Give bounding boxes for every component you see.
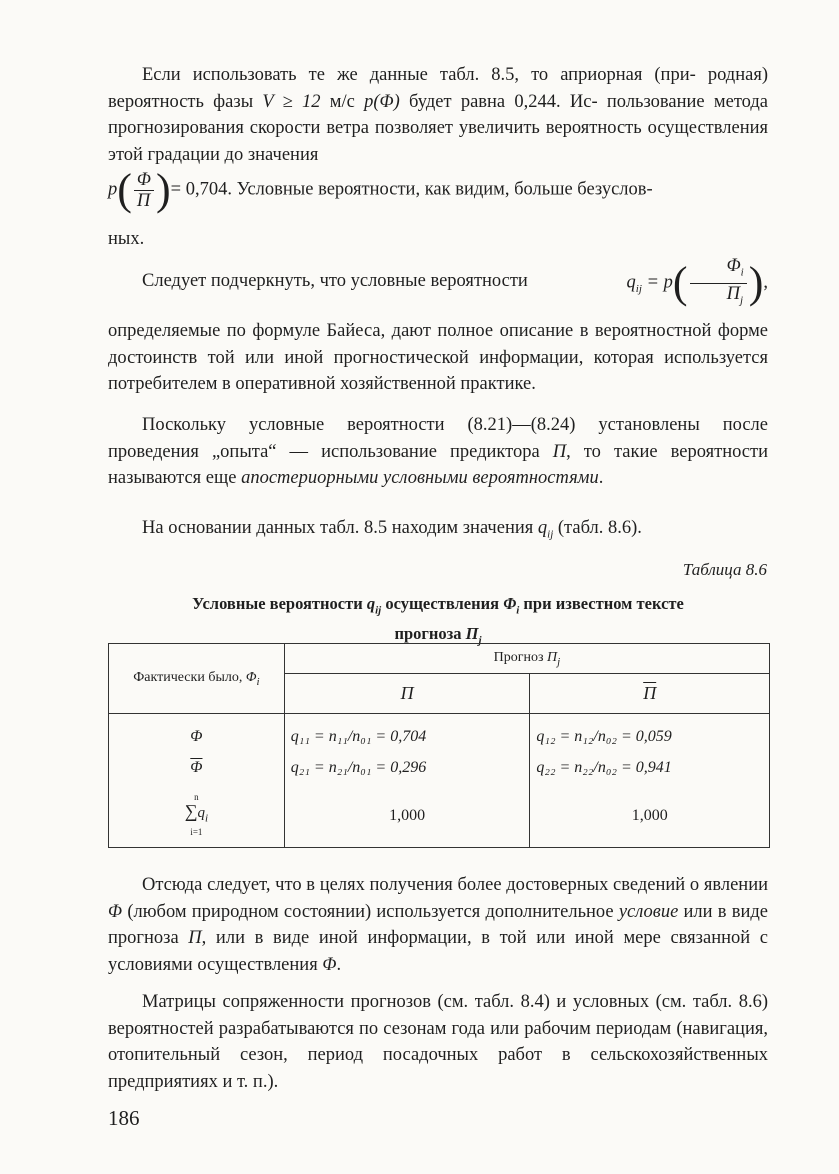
formula-p: p xyxy=(108,179,118,200)
pi: Π xyxy=(465,624,479,644)
text: Следует подчеркнуть, что условные вероятности xyxy=(142,271,528,291)
sum-icon: ∑ xyxy=(184,801,198,822)
text: , то такие вероятности называются еще xyxy=(108,441,768,488)
text: = 0,704. xyxy=(170,179,232,200)
paragraph-additional-condition xyxy=(108,872,768,978)
formula-qij xyxy=(593,256,768,314)
text: определяемые по формуле Байеса, дают полное описание в вероятностной форме достоинств той или иной прогностической информации, которая используется потребителем в оперативной хозяйственной практике. xyxy=(108,321,768,394)
paragraph-matrices: Матрицы сопряженности прогнозов (см. табл. 8.4) и условных (см. табл. 8.6) вероятностей разрабатываются по сезонам года или рабочим периодам (навигация, отопительный сезон, период посадочных работ в сельскохозяйственных предприятиях и т. п.). xyxy=(108,992,768,1092)
text: (любом природном состоянии) используется дополнительное xyxy=(122,901,619,922)
emphasis: апостериорными условными вероятностями xyxy=(241,468,599,488)
phi: Φ xyxy=(245,669,257,685)
formula-text: = p xyxy=(641,272,673,293)
paragraph-bayes-body xyxy=(108,318,768,398)
fraction xyxy=(688,256,749,310)
pi: Π xyxy=(546,649,558,665)
denominator: Π xyxy=(136,190,151,211)
cell-q11: q₁₁ = n₁₁/n₀₁ = 0,704 xyxy=(284,714,530,750)
row-label-phi: Φ xyxy=(109,714,285,750)
subscript: i xyxy=(205,813,209,826)
cell-sum-1: 1,000 xyxy=(284,786,530,848)
text: или в виде прогноза xyxy=(108,901,769,948)
text: Условные вероятности xyxy=(192,594,367,613)
row-label-sum xyxy=(109,786,285,848)
subscript: i xyxy=(740,266,744,279)
text: родная) вероятность фазы xyxy=(108,65,769,112)
header-forecast xyxy=(284,644,769,674)
subscript: ij xyxy=(375,604,382,617)
numerator: Φ xyxy=(726,256,741,276)
text: На основании данных табл. 8.5 находим значения xyxy=(142,518,538,538)
denominator: Π xyxy=(726,283,740,304)
formula: V ≥ 12 xyxy=(262,91,321,112)
header-forecast-yes: Π xyxy=(284,674,530,714)
paragraph-prior-probability xyxy=(108,62,768,168)
subscript: ij xyxy=(635,283,642,296)
paren: ) xyxy=(748,258,764,308)
q: q xyxy=(626,272,636,293)
phi: Φ xyxy=(108,901,123,922)
text: (табл. 8.6). xyxy=(553,518,642,538)
q: q xyxy=(366,594,376,613)
emphasis: условие xyxy=(618,901,679,922)
subscript: ij xyxy=(547,528,554,541)
page-number: 186 xyxy=(108,1106,140,1130)
formula: p(Φ) xyxy=(364,91,400,112)
text: Фактически было, xyxy=(133,669,246,685)
fraction xyxy=(132,170,156,211)
text: . xyxy=(598,468,604,488)
header-actual xyxy=(109,644,285,714)
text: Отсюда следует, что в целях получения более достоверных сведений о явлении xyxy=(142,875,768,895)
paren: ( xyxy=(672,258,688,308)
header-forecast-no: $\overline{\Pi}$ xyxy=(530,674,770,714)
subscript: j xyxy=(739,294,743,307)
subscript: j xyxy=(557,655,561,668)
paren: ( xyxy=(117,165,132,214)
subscript: j xyxy=(478,634,482,647)
phi: Φ xyxy=(503,594,517,613)
sum-lower: i=1 xyxy=(190,827,203,838)
text: увеличить вероятность осуществления этой градации до значения xyxy=(108,118,769,165)
formula: Π xyxy=(552,441,567,462)
cell-sum-2: 1,000 xyxy=(530,786,770,848)
text: Условные вероятности, как видим, больше безуслов- xyxy=(231,179,653,200)
cell-q22: q₂₂ = n₂₂/n₀₂ = 0,941 xyxy=(530,750,770,786)
conditional-probability-table xyxy=(108,643,770,848)
q: q xyxy=(197,805,206,822)
text: м/с xyxy=(320,91,365,112)
text: пользование метода прогнозирования скорости ветра позволяет xyxy=(108,91,769,138)
text: Поскольку условные вероятности (8.21)—(8.24) установлены после проведения „опыта“ — использование предиктора xyxy=(108,415,768,462)
sum-upper: n xyxy=(194,792,199,803)
paragraph-conditional-line xyxy=(108,165,768,214)
cell-q12: q₁₂ = n₁₂/n₀₂ = 0,059 xyxy=(530,714,770,750)
paragraph-values xyxy=(108,515,768,548)
subscript: i xyxy=(516,604,520,617)
text: осуществления xyxy=(381,594,504,613)
q: q xyxy=(537,518,548,538)
paragraph-tail xyxy=(108,226,768,253)
text: прогноза xyxy=(394,624,466,644)
text: , xyxy=(763,272,768,293)
text: ных. xyxy=(108,229,145,249)
cell-q21: q₂₁ = n₂₁/n₀₁ = 0,296 xyxy=(284,750,530,786)
pi: Π xyxy=(188,928,202,948)
subscript: i xyxy=(256,675,260,688)
text: , или в виде иной информации, в той или иной мере связанной с условиями осуществления xyxy=(108,928,768,975)
paragraph-bayes-lead xyxy=(108,256,768,314)
paren: ) xyxy=(156,165,171,214)
text: при известном тексте xyxy=(519,594,684,613)
row-label-not-phi: $\overline{\Phi}$ xyxy=(109,750,285,786)
table-label: Таблица 8.6 xyxy=(682,560,767,579)
text: Если использовать те же данные табл. 8.5, то априорная (при- xyxy=(142,65,696,85)
numerator: Φ xyxy=(134,170,154,191)
text: . xyxy=(336,954,342,975)
phi: Φ xyxy=(322,954,337,975)
text: Прогноз xyxy=(493,649,547,665)
paragraph-aposteriori xyxy=(108,412,768,492)
text: будет равна 0,244. Ис- xyxy=(399,91,598,112)
